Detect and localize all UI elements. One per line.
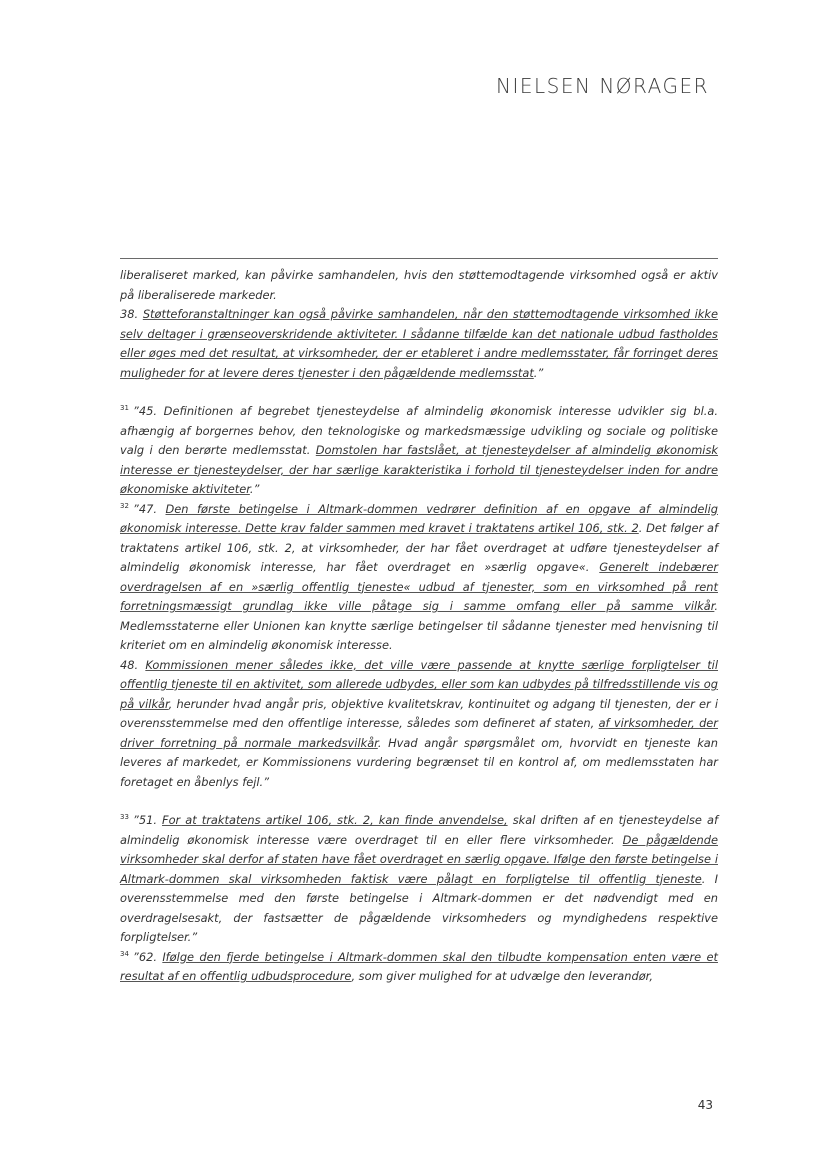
footnote-number: 31	[120, 404, 129, 413]
text-span: ”47.	[132, 501, 157, 516]
text-span: . Hvad angår spørgsmålet om, hvorvidt en tjeneste kan leveres af markedet, er Kommissionens vurdering begrænset til en kontrol af, om medlemsstaten har foretaget en åbenlys fejl.”	[120, 735, 718, 789]
text-span: . I overensstemmelse med den første betingelse i Altmark-dommen er det nødvendigt med en overdragelsesakt, der fastsætter de pågældende virksomheders og myndighedens respektive forpligtelser.”	[120, 871, 718, 944]
footnote-34	[120, 948, 718, 987]
footnote-32	[120, 500, 718, 656]
underlined-text: af virksomheder, der driver forretning på normale markedsvilkår	[120, 716, 718, 750]
underlined-text: Ifølge den fjerde betingelse i Altmark-dommen skal den tilbudte kompensation enten være et resultat af en offentlig udbudsprocedure	[120, 949, 718, 983]
text-span: ”51.	[132, 813, 157, 827]
page-number: 43	[697, 1098, 713, 1112]
footnote-number: 34	[120, 949, 129, 958]
text-span: , herunder hvad angår pris, objektive kvalitetskrav, kontinuitet og adgang til tjenesten, der er i overensstemmelse med den offentlige interesse, således som defineret af staten,	[120, 696, 718, 730]
text-span: ”45. Definitionen af begrebet tjenesteydelse af almindelig økonomisk interesse udvikler sig bl.a. afhængig af borgernes behov, den teknologiske og markedsmæssige udvikling og sociale og politiske valg i den berørte medlemsstat.	[120, 404, 718, 457]
text-span: .”	[533, 365, 544, 380]
text-span: . Medlemsstaterne eller Unionen kan knytte særlige betingelser til sådanne tjenester med henvisning til kriteriet om en almindelig økonomisk interesse.	[120, 599, 718, 652]
text-span: . Det følger af traktatens artikel 106, stk. 2, at virksomheder, der har fået overdraget at udføre tjenesteydelser af almindelig økonomisk interesse, har fået overdraget en »særlig opgave«.	[120, 521, 718, 574]
underlined-text: Generelt indebærer overdragelsen af en »særlig offentlig tjeneste« udbud af tjenester, som en virksomhed på rent forretningsmæssigt grundlag ikke ville påtage sig i samme omfang eller på samme vilkår	[120, 560, 719, 613]
text-span: liberaliseret marked, kan påvirke samhandelen, hvis den støttemodtagende virksomhed også er aktiv på liberaliserede markeder.	[120, 268, 718, 302]
footnote-number: 32	[120, 501, 129, 510]
underlined-text: Støtteforanstaltninger kan også påvirke samhandelen, når den støttemodtagende virksomhed ikke selv deltager i grænseoverskridende aktiviteter. I sådanne tilfælde kan det nationale udbud fastholdes eller øges med det resultat, at virksomheder, der er etableret i andre medlemsstater, får forringet deres muligheder for at levere deres tjenester i den pågældende medlemsstat	[120, 307, 718, 380]
text-span: .”	[249, 482, 260, 496]
underlined-text: For at traktatens artikel 106, stk. 2, kan finde anvendelse,	[162, 813, 508, 827]
underlined-text: De pågældende virksomheder skal derfor af staten have fået overdraget en særlig opgave. Ifølge den første betingelse i Altmark-dommen skal virksomheden faktisk være pålagt en forpligtelse til offentlig tjeneste	[120, 832, 718, 886]
text-span: skal driften af en tjenesteydelse af almindelig økonomisk interesse være overdraget til en eller flere virksomheder.	[120, 813, 718, 847]
footnote-separator	[120, 258, 718, 259]
text-span: , som giver mulighed for at udvælge den leverandør,	[351, 969, 653, 983]
footnote-31	[120, 402, 718, 500]
firm-logo: NIELSEN NØRAGER	[496, 74, 709, 98]
underlined-text: Kommissionen mener således ikke, det ville være passende at knytte særlige forpligtelser til offentlig tjeneste til en aktivitet, som allerede udbydes, eller som kan udbydes på tilfredsstillende vis og på vilkår	[120, 657, 719, 711]
underlined-text: Domstolen har fastslået, at tjenesteydelser af almindelig økonomisk interesse er tjenesteydelser, der har særlige karakteristika i forhold til tjenesteydelser inden for andre økonomiske aktiviteter	[120, 443, 719, 496]
footnote-text	[120, 266, 718, 987]
paragraph-38	[120, 305, 718, 383]
paragraph-number: 48.	[120, 657, 139, 672]
paragraph-number: 38.	[120, 307, 139, 321]
text-span: ”62.	[132, 949, 157, 964]
underlined-text: Den første betingelse i Altmark-dommen vedrører definition af en opgave af almindelig økonomisk interesse. Dette krav falder sammen med kravet i traktatens artikel 106, stk. 2	[120, 501, 718, 535]
footnote-33	[120, 811, 718, 948]
footnote-number: 33	[120, 813, 129, 822]
paragraph-48	[120, 656, 718, 793]
paragraph-continuation	[120, 266, 718, 305]
